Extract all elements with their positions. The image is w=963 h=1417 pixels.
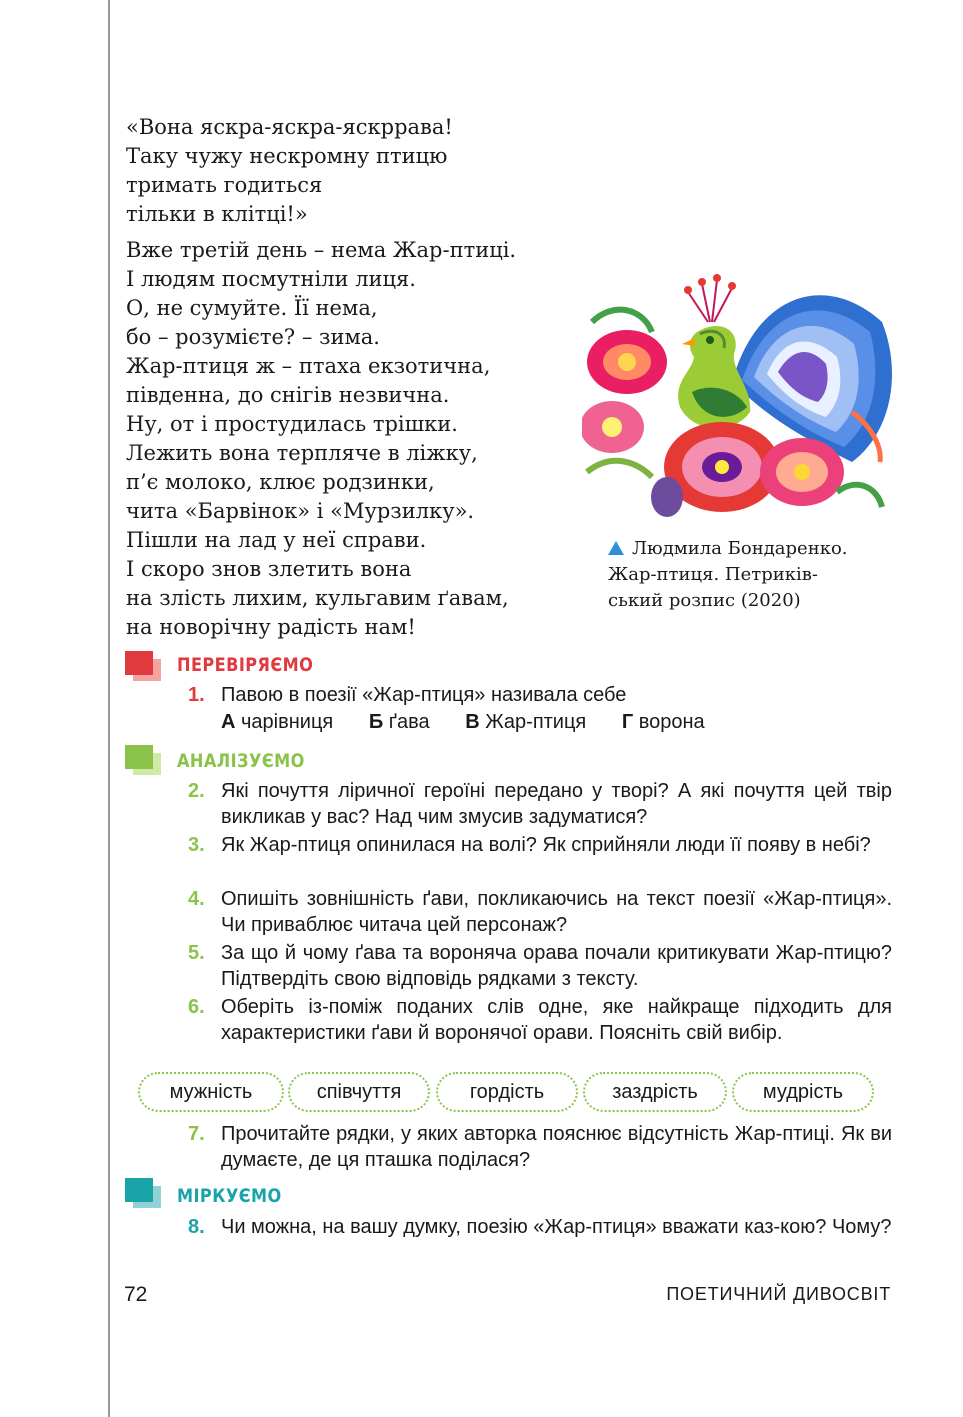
- question-5: [188, 940, 892, 992]
- question-text: Які почуття ліричної героїні передано у творі? А які почуття цей твір викликав у вас? Над чим змусив задуматися?: [221, 780, 892, 828]
- word-choice: мудрість: [732, 1072, 874, 1112]
- poem-stanza-2: [126, 236, 516, 642]
- question-4: [188, 886, 892, 938]
- poem-line: південна, до снігів незвична.: [126, 383, 450, 407]
- question-1-options: [221, 709, 735, 735]
- analyze-section-icon: [125, 745, 161, 775]
- question-text: Опишіть зовнішність ґави, покликаючись на текст поезії «Жар-птиця». Чи приваблює читача цей персонаж?: [221, 888, 892, 936]
- question-3: [188, 832, 892, 858]
- caption-line: ський розпис (2020): [608, 590, 801, 611]
- question-text: Як Жар-птиця опинилася на волі? Як сприйняли люди її появу в небі?: [221, 834, 871, 856]
- option-b: Б ґава: [368, 711, 430, 733]
- poem-line: Вже третій день – нема Жар-птиці.: [126, 238, 517, 262]
- option-d: Г ворона: [621, 711, 705, 733]
- left-flowers: [582, 310, 667, 477]
- question-number: 5.: [188, 942, 205, 964]
- bird-body: [678, 326, 750, 428]
- option-c: В Жар-птиця: [465, 711, 587, 733]
- poem-line: тільки в клітці!»: [126, 202, 308, 226]
- word-choice: заздрість: [583, 1072, 727, 1112]
- poem-line: О, не сумуйте. Її нема,: [126, 296, 378, 320]
- poem-line: Жар-птиця ж – птаха екзотична,: [126, 354, 491, 378]
- poem-line: І людям посмутніли лиця.: [126, 267, 416, 291]
- question-text: Оберіть із-поміж поданих слів одне, яке найкраще підходить для характеристики ґави й воронячої орави. Поясніть свій вибір.: [221, 996, 892, 1044]
- poem-line: на злість лихим, кульгавим ґавам,: [126, 586, 509, 610]
- chapter-title: ПОЕТИЧНИЙ ДИВОСВІТ: [666, 1284, 891, 1304]
- section-title-think: МІРКУЄМО: [177, 1185, 282, 1207]
- poem-line: бо – розумієте? – зима.: [126, 325, 380, 349]
- question-1: [188, 682, 892, 708]
- section-title-check: ПЕРЕВІРЯЄМО: [177, 654, 314, 676]
- firebird-painting: [582, 262, 895, 524]
- word-choice: гордість: [436, 1072, 578, 1112]
- page-margin-line: [108, 0, 110, 1417]
- option-a: А чарівниця: [221, 711, 334, 733]
- poem-line: «Вона яскра-яскра-яскррава!: [126, 115, 453, 139]
- poem-line: Лежить вона терпляче в ліжку,: [126, 441, 478, 465]
- word-choice: мужність: [138, 1072, 284, 1112]
- question-text: За що й чому ґава та вороняча орава почали критикувати Жар-птицю? Підтвердіть свою відповідь рядками з тексту.: [221, 942, 892, 990]
- poem-line: чита «Барвінок» і «Мурзилку».: [126, 499, 475, 523]
- question-text: Павою в поезії «Жар-птиця» називала себе: [221, 684, 627, 706]
- poem-stanza-1: [126, 113, 453, 229]
- triangle-marker-icon: [608, 541, 624, 555]
- poem-line: на новорічну радість нам!: [126, 615, 416, 639]
- question-number: 4.: [188, 888, 205, 910]
- poem-line: І скоро знов злетить вона: [126, 557, 412, 581]
- question-6: [188, 994, 892, 1046]
- question-text: Чи можна, на вашу думку, поезію «Жар-птиця» вважати каз-кою? Чому?: [221, 1216, 892, 1238]
- caption-line: Жар-птиця. Петриків-: [608, 564, 818, 585]
- check-section-icon: [125, 651, 161, 681]
- poem-line: п’є молоко, клює родзинки,: [126, 470, 435, 494]
- caption-line: Людмила Бондаренко.: [632, 538, 848, 559]
- page-number: 72: [124, 1283, 148, 1306]
- bird-crest: [684, 274, 736, 322]
- figure-caption: [608, 536, 848, 614]
- word-choice: співчуття: [288, 1072, 430, 1112]
- question-number: 8.: [188, 1216, 205, 1238]
- question-number: 6.: [188, 996, 205, 1018]
- poem-line: тримать годиться: [126, 173, 323, 197]
- poem-line: Таку чужу нескромну птицю: [126, 144, 448, 168]
- question-text: Прочитайте рядки, у яких авторка пояснює відсутність Жар-птиці. Як ви думаєте, де ця пташка поділася?: [221, 1123, 892, 1171]
- section-title-analyze: АНАЛІЗУЄМО: [177, 750, 305, 772]
- poem-line: Пішли на лад у неї справи.: [126, 528, 427, 552]
- question-number: 2.: [188, 780, 205, 802]
- question-7: [188, 1121, 892, 1173]
- question-8: [188, 1214, 892, 1240]
- question-number: 3.: [188, 834, 205, 856]
- question-number: 7.: [188, 1123, 205, 1145]
- question-number: 1.: [188, 684, 205, 706]
- think-section-icon: [125, 1178, 161, 1208]
- question-2: [188, 778, 892, 830]
- poem-line: Ну, от і простудилась трішки.: [126, 412, 458, 436]
